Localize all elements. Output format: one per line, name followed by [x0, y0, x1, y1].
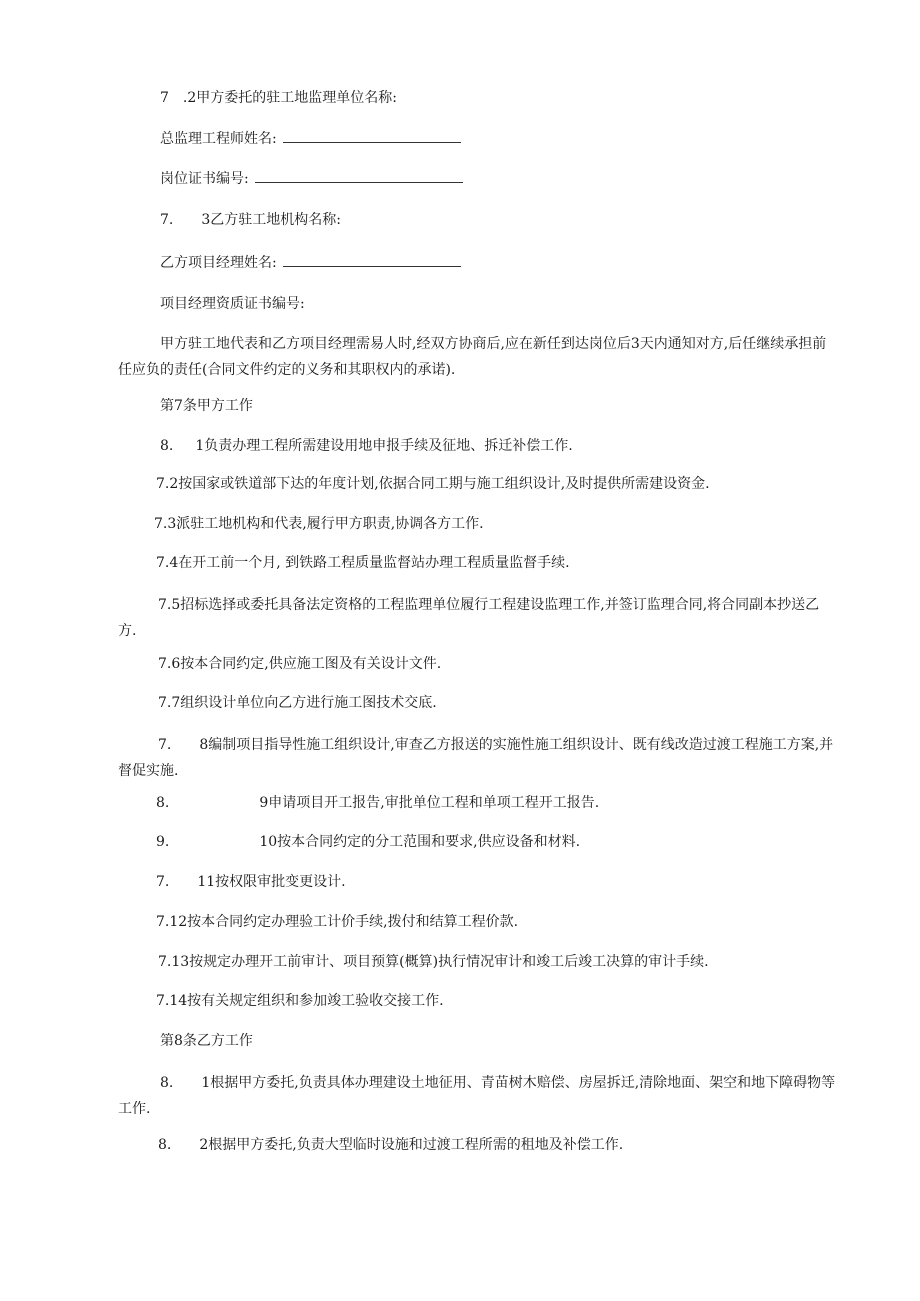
item-8-2: 8. 2根据甲方委托,负责大型临时设施和过渡工程所需的租地及补偿工作. — [158, 1137, 624, 1153]
post-cert-label: 岗位证书编号: — [160, 171, 249, 187]
item-7-7: 7.7组织设计单位向乙方进行施工图技术交底. — [158, 695, 437, 711]
article-7-heading: 第7条甲方工作 — [160, 398, 253, 414]
article-8-heading: 第8条乙方工作 — [160, 1033, 253, 1049]
clause-7-3-line — [160, 210, 341, 230]
clause-text: 3乙方驻工地机构名称: — [201, 212, 341, 228]
pm-name-label: 乙方项目经理姓名: — [160, 255, 277, 271]
item-7-11: 7. 11按权限审批变更设计. — [156, 874, 346, 890]
item-7-12: 7.12按本合同约定办理验工计价手续,拨付和结算工程价款. — [156, 914, 519, 930]
item-7-10: 9. 10按本合同约定的分工范围和要求,供应设备和材料. — [156, 834, 581, 850]
item-7-14: 7.14按有关规定组织和参加竣工验收交接工作. — [156, 993, 444, 1009]
chief-engineer-label: 总监理工程师姓名: — [160, 131, 277, 147]
item-7-2: 7.2按国家或铁道部下达的年度计划,依据合同工期与施工组织设计,及时提供所需建设资金. — [156, 476, 710, 492]
clause-number: 7 — [160, 90, 169, 106]
clause-7-2-line — [160, 88, 397, 108]
item-7-3: 7.3派驻工地机构和代表,履行甲方职责,协调各方工作. — [154, 516, 484, 532]
item-7-13: 7.13按规定办理开工前审计、项目预算(概算)执行情况审计和竣工后竣工决算的审计手续. — [158, 954, 709, 970]
item-7-4: 7.4在开工前一个月, 到铁路工程质量监督站办理工程质量监督手续. — [156, 555, 570, 571]
post-cert-line — [160, 168, 463, 189]
pm-name-line — [160, 252, 461, 273]
item-7-1: 8. 1负责办理工程所需建设用地申报手续及征地、拆迁补偿工作. — [160, 438, 573, 454]
pm-name-blank — [283, 252, 461, 267]
pm-cert-label: 项目经理资质证书编号: — [160, 296, 305, 312]
clause-text: .2甲方委托的驻工地监理单位名称: — [182, 90, 397, 106]
chief-engineer-blank — [283, 128, 461, 143]
item-7-9: 8. 9申请项目开工报告,审批单位工程和单项工程开工报告. — [156, 795, 600, 811]
item-7-6: 7.6按本合同约定,供应施工图及有关设计文件. — [158, 656, 442, 672]
post-cert-blank — [255, 168, 463, 183]
item-7-8: 7. 8编制项目指导性施工组织设计,审查乙方报送的实施性施工组织设计、既有线改造过渡工程施工方案,并督促实施. — [118, 737, 834, 779]
pm-cert-line — [160, 294, 305, 314]
item-8-1: 8. 1根据甲方委托,负责具体办理建设土地征用、青苗树木赔偿、房屋拆迁,清除地面、架空和地下障碍物等工作. — [118, 1075, 836, 1117]
chief-engineer-line — [160, 128, 461, 149]
clause-number: 7. — [160, 212, 174, 228]
item-7-5: 7.5招标选择或委托具备法定资格的工程监理单位履行工程建设监理工作,并签订监理合同,将合同副本抄送乙方. — [118, 597, 820, 639]
replacement-paragraph: 甲方驻工地代表和乙方项目经理需易人时,经双方协商后,应在新任到达岗位后3天内通知对方,后任继续承担前任应负的责任(合同文件约定的义务和其职权内的承诺). — [118, 336, 827, 378]
